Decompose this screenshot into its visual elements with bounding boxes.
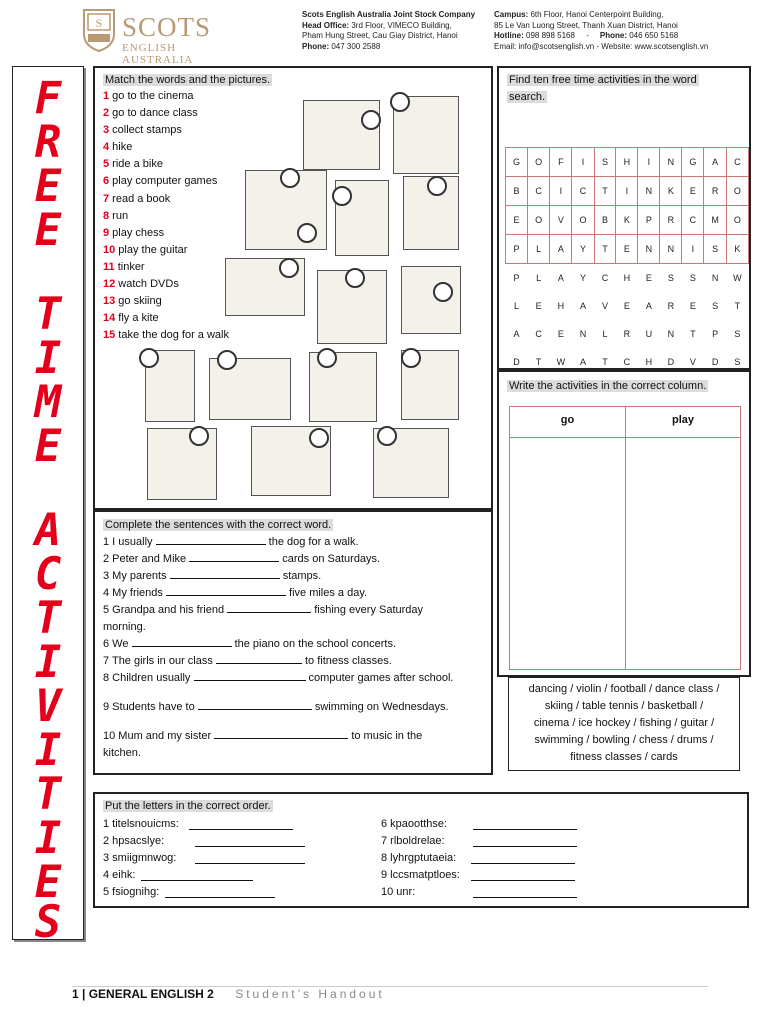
wordsearch-letter[interactable]: A <box>513 329 520 339</box>
match-item <box>103 88 229 105</box>
answer-circle[interactable] <box>377 426 397 446</box>
answer-blank[interactable] <box>132 636 232 647</box>
head-office-line1: 3rd Floor, VIMECO Building, <box>349 20 452 30</box>
wordsearch-letter[interactable]: G <box>506 148 528 177</box>
wordsearch-instruction-line2: search. <box>509 91 546 103</box>
scramble-item <box>381 816 651 833</box>
wordsearch-letter[interactable]: S <box>594 148 616 177</box>
answer-blank[interactable] <box>170 568 280 579</box>
columns-instruction: Write the activities in the correct column. <box>509 380 707 392</box>
match-item-number: 3 <box>103 124 110 137</box>
wordsearch-letter[interactable]: M <box>704 206 726 235</box>
wordsearch-letter[interactable]: T <box>690 329 696 339</box>
campus-info <box>494 10 724 52</box>
answer-circle[interactable] <box>361 110 381 130</box>
answer-blank[interactable] <box>473 887 577 898</box>
match-item <box>103 156 229 173</box>
match-item-number: 4 <box>103 141 110 154</box>
wordsearch-letter[interactable]: C <box>528 177 550 206</box>
wordsearch-letter[interactable]: O <box>528 148 550 177</box>
answer-blank[interactable] <box>195 836 305 847</box>
answer-blank[interactable] <box>214 728 348 739</box>
scramble-item <box>103 833 373 850</box>
wordsearch-row <box>506 148 749 177</box>
phone-number: 047 300 2588 <box>329 41 381 51</box>
match-list <box>103 88 229 344</box>
head-office-label: Head Office: <box>302 20 350 30</box>
answer-blank[interactable] <box>194 670 306 681</box>
sentence-10 <box>103 728 422 762</box>
match-item-text: watch DVDs <box>115 278 179 291</box>
match-item-text: play computer games <box>109 175 218 188</box>
wordsearch-letter[interactable]: A <box>550 235 572 264</box>
wordsearch-letter[interactable]: S <box>734 329 741 339</box>
match-item-number: 14 <box>103 312 116 325</box>
answer-blank[interactable] <box>216 653 302 664</box>
wordsearch-letter[interactable]: F <box>550 148 572 177</box>
sentence-text: 10 Mum and my sister <box>103 730 215 742</box>
scramble-word: 6 kpaootthse: <box>381 818 448 830</box>
answer-blank[interactable] <box>227 602 311 613</box>
wordsearch-grid <box>505 147 749 376</box>
sentence-text: kitchen. <box>103 747 141 759</box>
side-title-letter: I <box>34 725 62 776</box>
answer-circle[interactable] <box>189 426 209 446</box>
wordsearch-letter[interactable]: B <box>594 206 616 235</box>
sentence-7 <box>103 653 392 670</box>
match-item <box>103 208 229 225</box>
wordsearch-letter[interactable]: N <box>660 148 682 177</box>
side-title-letter: E <box>34 161 62 212</box>
svg-text:S: S <box>95 16 103 30</box>
scramble-word: 5 fsiognihg: <box>103 886 160 898</box>
wordsearch-letter[interactable]: G <box>682 148 704 177</box>
wordsearch-letter[interactable]: E <box>682 177 704 206</box>
scramble-instruction: Put the letters in the correct order. <box>105 800 271 812</box>
match-item-text: ride a bike <box>109 158 163 171</box>
wordsearch-letter[interactable]: N <box>711 273 719 283</box>
match-item <box>103 225 229 242</box>
wordsearch-letter[interactable]: N <box>638 235 660 264</box>
match-section <box>93 66 493 510</box>
match-item-number: 9 <box>103 226 110 239</box>
hotline-label: Hotline: <box>494 31 524 40</box>
wordsearch-letter[interactable]: I <box>550 177 572 206</box>
answer-blank[interactable] <box>166 585 286 596</box>
separator: - <box>586 31 589 40</box>
answer-blank[interactable] <box>473 836 577 847</box>
answer-blank[interactable] <box>156 534 266 545</box>
go-column-header: go <box>510 407 625 438</box>
wordsearch-letter[interactable]: A <box>579 301 586 311</box>
wordsearch-letter[interactable]: P <box>638 206 660 235</box>
side-title-letter: C <box>34 549 62 600</box>
scramble-item <box>103 884 373 901</box>
wordsearch-letter[interactable]: S <box>689 273 696 283</box>
match-item-number: 8 <box>103 209 110 222</box>
wordsearch-letter[interactable]: T <box>594 177 616 206</box>
scots-logo <box>82 8 242 66</box>
answer-circle[interactable] <box>345 268 365 288</box>
wordsearch-letter[interactable]: I <box>616 177 638 206</box>
match-item <box>103 139 229 156</box>
answer-circle[interactable] <box>280 168 300 188</box>
wordsearch-instruction-line1: Find ten free time activities in the word <box>509 74 697 86</box>
answer-blank[interactable] <box>189 819 293 830</box>
page-number: 1 <box>72 987 79 1001</box>
match-item <box>103 122 229 139</box>
match-item <box>103 259 229 276</box>
side-title-letter: V <box>34 681 62 732</box>
sentence-text: 3 My parents <box>103 570 170 582</box>
match-item-number: 1 <box>103 90 110 102</box>
match-item-number: 7 <box>103 192 110 205</box>
sentence-1 <box>103 534 359 551</box>
sentence-text: morning. <box>103 621 146 633</box>
columns-section <box>497 370 751 677</box>
side-title-letter: T <box>34 769 62 820</box>
wordsearch-letter[interactable]: D <box>513 357 520 367</box>
wordsearch-letter[interactable]: C <box>572 177 594 206</box>
wordsearch-letter[interactable]: Y <box>579 273 586 283</box>
side-title-letter: I <box>34 333 62 384</box>
head-office-info <box>302 10 492 52</box>
match-item <box>103 191 229 208</box>
wordsearch-letter[interactable]: C <box>601 273 609 283</box>
phone2-number: 046 650 5168 <box>626 31 679 40</box>
sentence-text: 8 Children usually <box>103 672 194 684</box>
course-name: GENERAL ENGLISH 2 <box>88 987 214 1001</box>
match-item-text: go skiing <box>115 295 162 308</box>
wordsearch-letter[interactable]: O <box>726 206 748 235</box>
match-item-text: run <box>109 209 129 222</box>
match-item-number: 5 <box>103 158 110 171</box>
wordsearch-letter[interactable]: C <box>726 148 748 177</box>
sentence-8 <box>103 670 453 687</box>
wordsearch-letter[interactable]: H <box>645 357 653 367</box>
answer-blank[interactable] <box>198 699 312 710</box>
wordsearch-letter[interactable]: E <box>645 273 652 283</box>
sentence-text: the dog for a walk. <box>265 536 359 548</box>
match-item <box>103 310 229 327</box>
sentence-3 <box>103 568 321 585</box>
answer-blank[interactable] <box>473 819 577 830</box>
match-item-number: 15 <box>103 329 116 342</box>
sentence-text: the piano on the school concerts. <box>231 638 397 650</box>
wordsearch-letter[interactable]: H <box>623 273 631 283</box>
email-website: Email: info@scotsenglish.vn - Website: www.scotsenglish.vn <box>494 41 709 51</box>
wordsearch-row <box>506 292 749 320</box>
side-title-letter: T <box>34 289 62 340</box>
wordsearch-row <box>506 206 749 235</box>
scramble-word: 3 smiigmnwog: <box>103 852 177 864</box>
wordsearch-letter[interactable]: S <box>712 301 719 311</box>
answer-circle[interactable] <box>317 348 337 368</box>
match-item-text: go to the cinema <box>109 90 194 102</box>
hotline-number: 098 898 5168 <box>523 31 575 40</box>
wordsearch-letter[interactable]: R <box>704 177 726 206</box>
wordsearch-letter[interactable]: D <box>667 357 675 367</box>
scramble-word: 8 lyhrgptutaeia: <box>381 852 457 864</box>
match-item-number: 13 <box>103 295 116 308</box>
columns-table <box>509 406 741 670</box>
picture-bike <box>401 266 461 334</box>
wordsearch-letter[interactable]: H <box>557 301 565 311</box>
sentence-text: computer games after school. <box>305 672 454 684</box>
footer-separator: | <box>78 987 89 1001</box>
wordsearch-letter[interactable]: P <box>506 235 528 264</box>
wordsearch-letter[interactable]: A <box>579 357 586 367</box>
sentence-text: swimming on Wednesdays. <box>311 701 449 713</box>
match-item-number: 10 <box>103 243 116 256</box>
scramble-item <box>103 867 373 884</box>
scramble-item <box>381 884 651 901</box>
match-item <box>103 242 229 259</box>
answer-blank[interactable] <box>165 887 275 898</box>
wordsearch-letter[interactable]: D <box>711 357 719 367</box>
column-divider <box>625 407 626 669</box>
answer-blank[interactable] <box>141 870 253 881</box>
match-instruction: Match the words and the pictures. <box>105 74 271 86</box>
answer-circle[interactable] <box>332 186 352 206</box>
sentence-text: 7 The girls in our class <box>103 655 216 667</box>
answer-circle[interactable] <box>309 428 329 448</box>
wordsearch-letter[interactable]: H <box>616 148 638 177</box>
wordsearch-letter[interactable]: P <box>513 273 520 283</box>
wordsearch-letter[interactable]: C <box>535 329 542 339</box>
match-item-text: take the dog for a walk <box>115 329 229 342</box>
wordsearch-letter[interactable]: O <box>528 206 550 235</box>
sentences-instruction: Complete the sentences with the correct word. <box>105 519 332 531</box>
match-item-number: 6 <box>103 175 110 188</box>
side-title-letter: F <box>34 73 62 124</box>
wordsearch-letter[interactable]: L <box>528 235 550 264</box>
wordsearch-letter[interactable]: E <box>506 206 528 235</box>
sentence-text: five miles a day. <box>285 587 368 599</box>
answer-circle[interactable] <box>279 258 299 278</box>
wordsearch-letter[interactable]: U <box>645 329 653 339</box>
wordsearch-letter[interactable]: K <box>726 235 748 264</box>
sentence-4 <box>103 585 367 602</box>
scramble-word: 7 rlboldrelae: <box>381 835 445 847</box>
wordsearch-letter[interactable]: K <box>660 177 682 206</box>
brand-name: SCOTS <box>122 12 212 42</box>
wordsearch-letter[interactable]: E <box>535 301 542 311</box>
answer-circle[interactable] <box>390 92 410 112</box>
wordsearch-letter[interactable]: S <box>704 235 726 264</box>
wordsearch-row <box>506 177 749 206</box>
sentence-text: 9 Students have to <box>103 701 198 713</box>
wordsearch-letter[interactable]: K <box>616 206 638 235</box>
answer-blank[interactable] <box>189 551 279 562</box>
handout-label: Student’s Handout <box>235 987 385 1001</box>
wordsearch-letter[interactable]: E <box>689 301 696 311</box>
match-item-text: go to dance class <box>109 107 198 120</box>
wordsearch-letter[interactable]: L <box>514 301 520 311</box>
match-item-text: read a book <box>109 192 171 205</box>
wordsearch-letter[interactable]: R <box>660 206 682 235</box>
scramble-word: 9 lccsmatptloes: <box>381 869 460 881</box>
wordsearch-letter[interactable]: I <box>638 148 660 177</box>
phone-label: Phone: <box>302 41 330 51</box>
scramble-item <box>381 833 651 850</box>
brand-subtitle: ENGLISH AUSTRALIA <box>122 42 194 66</box>
wordsearch-letter[interactable]: N <box>667 329 675 339</box>
side-title-letter: M <box>34 377 62 428</box>
side-title-letter: I <box>34 813 62 864</box>
match-item-text: hike <box>109 141 133 154</box>
answer-circle[interactable] <box>433 282 453 302</box>
wordsearch-letter[interactable]: W <box>733 273 742 283</box>
match-item-number: 12 <box>103 278 116 291</box>
wordsearch-letter[interactable]: C <box>682 206 704 235</box>
answer-blank[interactable] <box>195 853 305 864</box>
side-title-letter: T <box>34 593 62 644</box>
wordsearch-letter[interactable]: C <box>623 357 631 367</box>
company-name: Scots English Australia Joint Stock Company <box>302 10 476 19</box>
scramble-word: 10 unr: <box>381 886 416 898</box>
wordsearch-letter[interactable]: B <box>506 177 528 206</box>
wordsearch-letter[interactable]: V <box>601 301 608 311</box>
campus-label: Campus: <box>494 10 529 19</box>
sentences-section <box>93 510 493 775</box>
answer-blank[interactable] <box>471 853 575 864</box>
head-office-line2: Pham Hung Street, Cau Giay District, Hanoi <box>302 31 458 40</box>
answer-blank[interactable] <box>471 870 575 881</box>
wordsearch-letter[interactable]: R <box>667 301 675 311</box>
wordsearch-letter[interactable]: A <box>704 148 726 177</box>
side-title-letter: I <box>34 637 62 688</box>
wordsearch-letter[interactable]: N <box>638 177 660 206</box>
wordsearch-row <box>506 320 749 348</box>
wordsearch-letter[interactable]: I <box>572 148 594 177</box>
sentence-6 <box>103 636 396 653</box>
side-title-letter: R <box>34 117 62 168</box>
wordsearch-letter[interactable]: T <box>535 357 542 367</box>
match-item-number: 2 <box>103 107 110 120</box>
word-bank-line: dancing / violin / football / dance class / <box>528 683 720 695</box>
side-title-letter: S <box>34 897 62 948</box>
wordsearch-letter[interactable]: R <box>623 329 631 339</box>
wordsearch-letter[interactable]: T <box>594 235 616 264</box>
match-item <box>103 327 229 344</box>
wordsearch-letter[interactable]: P <box>712 329 719 339</box>
scramble-item <box>381 867 651 884</box>
wordsearch-letter[interactable]: L <box>602 329 608 339</box>
match-item-text: collect stamps <box>109 124 182 137</box>
wordsearch-letter[interactable]: S <box>667 273 674 283</box>
match-item <box>103 276 229 293</box>
wordsearch-letter[interactable]: O <box>572 206 594 235</box>
wordsearch-letter[interactable]: E <box>557 329 564 339</box>
word-bank-line: fitness classes / cards <box>570 751 678 763</box>
scramble-item <box>103 850 373 867</box>
wordsearch-letter[interactable]: E <box>616 235 638 264</box>
match-item <box>103 105 229 122</box>
sentence-text: stamps. <box>279 570 322 582</box>
sentence-text: 1 I usually <box>103 536 156 548</box>
sentence-5 <box>103 602 423 636</box>
match-item <box>103 173 229 190</box>
sentence-text: to music in the <box>348 730 423 742</box>
scramble-item <box>103 816 373 833</box>
wordsearch-letter[interactable]: A <box>557 273 564 283</box>
sentence-text: 5 Grandpa and his friend <box>103 604 228 616</box>
sentence-text: 6 We <box>103 638 132 650</box>
side-title-letter: E <box>34 857 62 908</box>
wordsearch-letter[interactable]: E <box>623 301 630 311</box>
word-bank-line: skiing / table tennis / basketball / <box>544 700 704 712</box>
wordsearch-letter[interactable]: T <box>602 357 608 367</box>
wordsearch-letter[interactable]: I <box>682 235 704 264</box>
sentence-2 <box>103 551 380 568</box>
footer <box>72 986 708 1003</box>
answer-circle[interactable] <box>217 350 237 370</box>
scramble-word: 4 eihk: <box>103 869 136 881</box>
play-column-header: play <box>626 407 740 438</box>
answer-circle[interactable] <box>297 223 317 243</box>
sentence-9 <box>103 699 449 716</box>
match-item-text: play the guitar <box>115 243 188 256</box>
wordsearch-letter[interactable]: T <box>734 301 741 311</box>
side-title-letter: E <box>34 205 62 256</box>
wordsearch-section <box>497 66 751 370</box>
wordsearch-letter[interactable]: N <box>579 329 587 339</box>
sentence-text: cards on Saturdays. <box>279 553 381 565</box>
phone2-label: Phone: <box>599 31 627 40</box>
side-title-letter: E <box>34 421 62 472</box>
word-bank-line: swimming / bowling / chess / drums / <box>534 734 714 746</box>
sentence-text: 2 Peter and Mike <box>103 553 190 565</box>
word-bank <box>508 677 740 771</box>
match-item <box>103 293 229 310</box>
wordsearch-letter[interactable]: O <box>726 177 748 206</box>
answer-circle[interactable] <box>139 348 159 368</box>
answer-circle[interactable] <box>427 176 447 196</box>
scramble-word: 1 titelsnouicms: <box>103 818 179 830</box>
wordsearch-row <box>506 235 749 264</box>
side-title-letter: A <box>34 505 62 556</box>
wordsearch-letter[interactable]: V <box>550 206 572 235</box>
wordsearch-row <box>506 264 749 293</box>
sentence-text: to fitness classes. <box>301 655 392 667</box>
sentence-text: 4 My friends <box>103 587 166 599</box>
scramble-item <box>381 850 651 867</box>
wordsearch-letter[interactable]: W <box>556 357 566 367</box>
wordsearch-letter[interactable]: V <box>689 357 696 367</box>
sentence-text: fishing every Saturday <box>311 604 424 616</box>
scramble-section <box>93 792 749 908</box>
wordsearch-letter[interactable]: N <box>660 235 682 264</box>
shield-icon <box>82 8 116 52</box>
answer-circle[interactable] <box>401 348 421 368</box>
side-title <box>12 66 84 948</box>
wordsearch-letter[interactable]: A <box>645 301 652 311</box>
match-item-text: play chess <box>109 226 165 239</box>
scramble-word: 2 hpsacslye: <box>103 835 165 847</box>
wordsearch-letter[interactable]: Y <box>572 235 594 264</box>
wordsearch-letter[interactable]: S <box>734 357 741 367</box>
match-item-text: tinker <box>114 260 145 273</box>
campus-line1: 6th Floor, Hanoi Centerpoint Building, <box>528 10 664 19</box>
wordsearch-letter[interactable]: L <box>536 273 542 283</box>
match-item-text: fly a kite <box>115 312 159 325</box>
match-item-number: 11 <box>103 260 115 273</box>
word-bank-line: cinema / ice hockey / fishing / guitar / <box>533 717 715 729</box>
campus-line2: 85 Le Van Luong Street, Thanh Xuan District, Hanoi <box>494 20 678 30</box>
